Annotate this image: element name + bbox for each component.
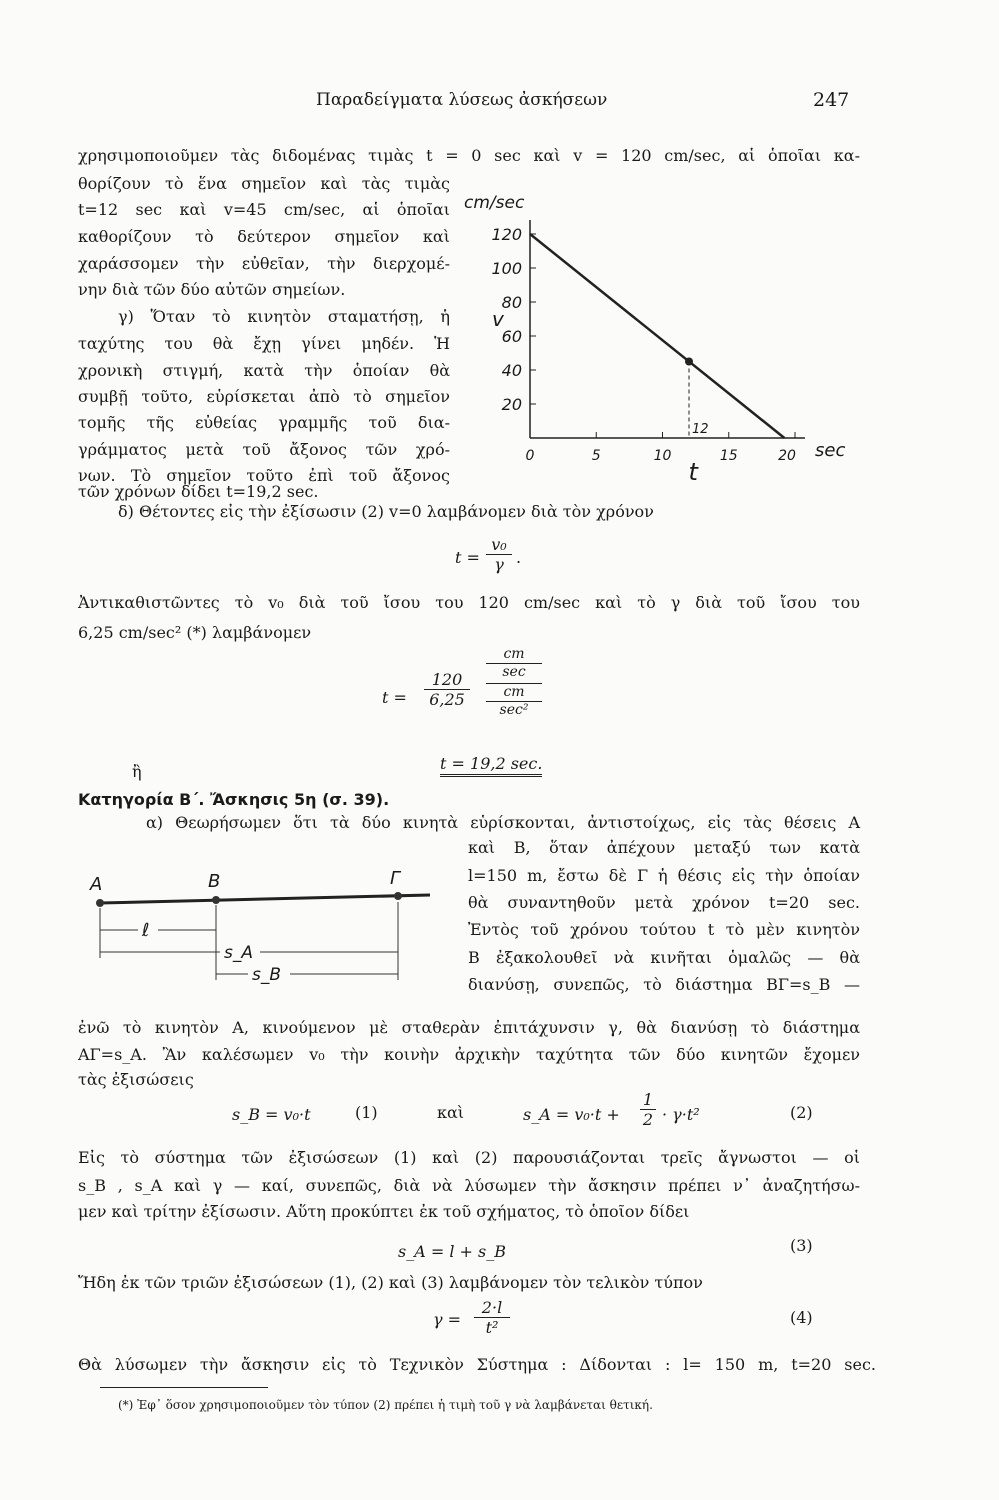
text-line: Ἤδη ἐκ τῶν τριῶν ἐξισώσεων (1), (2) καὶ (3) λαμβάνομεν τὸν τελικὸν τύπον (78, 1273, 703, 1292)
numerator: 120 (431, 670, 463, 689)
text-line: νην διὰ τῶν δύο αὐτῶν σημείων. (78, 280, 346, 299)
equation-lhs: γ = (433, 1310, 462, 1329)
page-number: 247 (813, 89, 850, 111)
x-axis-label: t (688, 458, 698, 485)
equation-fraction (424, 670, 470, 709)
label-sa: s_A (224, 943, 253, 963)
label-b: B (208, 871, 221, 892)
x-tick-label: 20 (778, 448, 796, 464)
text-line: γ) Ὅταν τὸ κινητὸν σταματήσῃ, ἡ (118, 307, 450, 326)
denominator: t² (474, 1317, 510, 1337)
point-a (96, 899, 104, 907)
text-line: μεν καὶ τρίτην ἐξίσωσιν. Αὕτη προκύπτει ἐκ τοῦ σχήματος, τὸ ὁποῖον δίδει (78, 1202, 690, 1221)
equation-lhs: t = (382, 688, 407, 707)
text-line: Ἀντικαθιστῶντες τὸ v₀ διὰ τοῦ ἴσου του 120 cm/sec καὶ τὸ γ διὰ τοῦ ἴσου του (78, 593, 860, 612)
unit: cm (486, 683, 542, 701)
x-tick-label: 10 (653, 448, 672, 464)
data-point (685, 358, 693, 366)
text-line: B ἐξακολουθεῖ νὰ κινῆται ὁμαλῶς — θὰ (468, 948, 860, 967)
numerator: 2·l (481, 1298, 503, 1317)
equation-lhs: t = (455, 548, 480, 567)
text-line: AΓ=s_A. Ἂν καλέσωμεν v₀ τὴν κοινὴν ἀρχικὴν ταχύτητα τῶν δύο κινητῶν ἔχομεν (78, 1045, 860, 1064)
text-line: τὰς ἐξισώσεις (78, 1070, 194, 1089)
text-line: s_B , s_A καὶ γ — καί, συνεπῶς, διὰ νὰ λύσωμεν τὴν ἄσκησιν πρέπει ν᾽ ἀναζητήσω- (78, 1176, 860, 1195)
text-line: γράμματος μετὰ τοῦ ἄξονος τῶν χρό- (78, 440, 450, 459)
text-line: δ) Θέτοντες εἰς τὴν ἐξίσωσιν (2) v=0 λαμβάνομεν διὰ τὸν χρόνον (118, 502, 654, 521)
equation-2-rest: · γ·t² (662, 1105, 700, 1124)
text-line: χρονικὴ στιγμή, κατὰ τὴν ὁποίαν θὰ (78, 361, 450, 380)
running-header: Παραδείγματα λύσεως ἀσκήσεων (316, 90, 608, 110)
equation-number: (4) (790, 1308, 813, 1327)
numerator: 1 (642, 1090, 654, 1109)
text-line: ταχύτης του θὰ ἔχῃ γίνει μηδέν. Ἡ (78, 334, 450, 353)
x-tick-label: 5 (591, 448, 601, 464)
y-tick-label: 80 (501, 293, 522, 312)
unit: sec (486, 663, 542, 681)
equation-fraction (486, 535, 512, 574)
denominator: γ (486, 554, 512, 574)
text-line: l=150 m, ἔστω δὲ Γ ἡ θέσις εἰς τὴν ὁποίαν (468, 866, 860, 885)
label-sb: s_B (252, 965, 282, 985)
text-line: θὰ συναντηθοῦν μετὰ χρόνον t=20 sec. (468, 893, 860, 912)
y-tick-label: 40 (501, 361, 522, 380)
y-tick-label: 120 (491, 225, 522, 244)
y-tick-label: 100 (491, 259, 522, 278)
equation-2: s_A = v₀·t + (523, 1105, 620, 1124)
equation-number: (2) (790, 1103, 813, 1122)
text-line: Θὰ λύσωμεν τὴν ἄσκησιν εἰς τὸ Τεχνικὸν Σύστημα : Δίδονται : l= 150 m, t=20 sec. (78, 1355, 876, 1374)
y-tick-label: 60 (501, 327, 522, 346)
text-line: θορίζουν τὸ ἕνα σημεῖον καὶ τὰς τιμὰς (78, 174, 450, 193)
text-line: καθορίζουν τὸ δεύτερον σημεῖον καὶ (78, 227, 450, 246)
unit: cm (503, 646, 525, 662)
text-line: t=12 sec καὶ v=45 cm/sec, αἱ ὁποῖαι (78, 200, 450, 219)
label-l: ℓ (142, 920, 150, 941)
series-line (530, 234, 784, 438)
result: t = 19,2 sec. (440, 754, 542, 777)
text-line: καὶ B, ὅταν ἀπέχουν μεταξύ των κατὰ (468, 838, 860, 857)
unit: sec² (486, 701, 542, 719)
text-line: διανύσῃ, συνεπῶς, τὸ διάστημα BΓ=s_B — (468, 975, 860, 994)
denominator: 2 (640, 1109, 656, 1129)
text-line: Ἐντὸς τοῦ χρόνου τούτου t τὸ μὲν κινητὸν (468, 920, 860, 939)
half-fraction (640, 1090, 656, 1129)
text-line: 6,25 cm/sec² (*) λαμβάνομεν (78, 623, 312, 642)
y-tick-label: 20 (501, 395, 522, 414)
equation-number: (3) (790, 1236, 813, 1255)
text-line: χρησιμοποιοῦμεν τὰς διδομένας τιμὰς t = 0 sec καὶ v = 120 cm/sec, αἱ ὁποῖαι κα- (78, 146, 860, 165)
x-unit-label: sec (815, 440, 846, 461)
y-unit-label: cm/sec (464, 193, 525, 213)
path-line (100, 895, 430, 903)
point-x-label: 12 (692, 422, 709, 437)
text-line: α) Θεωρήσωμεν ὅτι τὰ δύο κινητὰ εὑρίσκονται, ἀντιστοίχως, εἰς τὰς θέσεις A (146, 813, 860, 832)
conjunction: ἢ (132, 762, 142, 781)
equation-period: . (516, 548, 522, 567)
section-heading: Κατηγορία Β΄. Ἄσκησις 5η (σ. 39). (78, 790, 390, 809)
x-tick-label: 0 (525, 448, 535, 464)
motion-diagram (78, 860, 438, 990)
equation-number: (1) (355, 1103, 378, 1122)
denominator: 6,25 (424, 689, 470, 709)
equation-1: s_B = v₀·t (232, 1105, 311, 1124)
y-axis-label: v (492, 307, 504, 331)
text-line: τομῆς τῆς εὐθείας γραμμῆς τοῦ δια- (78, 413, 450, 432)
text-line: νων. Τὸ σημεῖον τοῦτο ἐπὶ τοῦ ἄξονος (78, 466, 450, 485)
point-g (394, 892, 402, 900)
footnote: (*) Ἐφ᾽ ὅσον χρησιμοποιοῦμεν τὸν τύπον (2) πρέπει ἡ τιμὴ τοῦ γ νὰ λαμβάνεται θετική. (118, 1398, 653, 1412)
text-line: συμβῇ τοῦτο, εὑρίσκεται ἀπὸ τὸ σημεῖον (78, 387, 450, 406)
x-tick-label: 15 (719, 448, 738, 464)
label-a: A (90, 874, 103, 895)
text-line: χαράσσομεν τὴν εὐθεῖαν, τὴν διερχομέ- (78, 254, 450, 273)
text-line: ἐνῶ τὸ κινητὸν A, κινούμενον μὲ σταθερὰν ἐπιτάχυνσιν γ, θὰ διανύσῃ τὸ διάστημα (78, 1018, 860, 1037)
label-g: Γ (390, 868, 401, 889)
conjunction: καὶ (437, 1103, 465, 1122)
equation-fraction (474, 1298, 510, 1337)
velocity-time-chart (460, 185, 880, 485)
point-b (212, 896, 220, 904)
text-line: Εἰς τὸ σύστημα τῶν ἐξισώσεων (1) καὶ (2) παρουσιάζονται τρεῖς ἄγνωστοι — οἱ (78, 1148, 860, 1167)
numerator: v₀ (491, 535, 507, 554)
text-line: τῶν χρόνων δίδει t=19,2 sec. (78, 482, 319, 501)
unit-fraction (486, 646, 542, 719)
footnote-rule (100, 1387, 268, 1388)
equation-3: s_A = l + s_B (398, 1242, 507, 1261)
